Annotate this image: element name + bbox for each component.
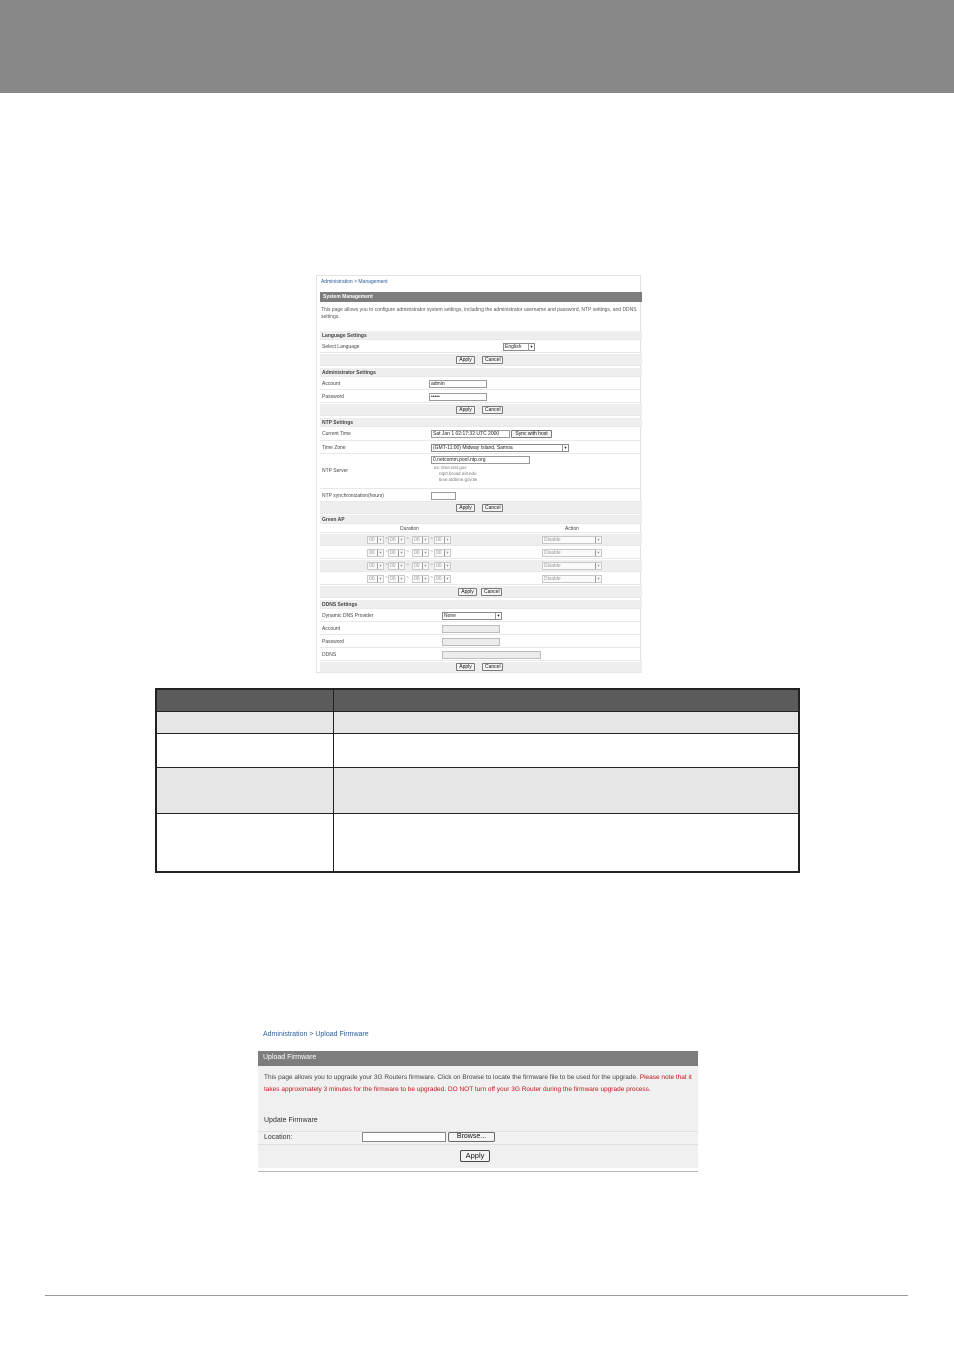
- language-settings-title: Language Settings: [322, 333, 367, 339]
- ddns-domain-input[interactable]: [442, 651, 541, 659]
- table-header-cell: [156, 689, 333, 711]
- ddns-buttons-row: [320, 662, 642, 673]
- select-language-row: [320, 341, 642, 353]
- section-header-system-management: System Management: [320, 292, 642, 302]
- ddns-apply-button[interactable]: Apply: [456, 663, 475, 671]
- chevron-down-icon: ▼: [496, 613, 501, 618]
- language-cancel-button[interactable]: Cancel: [482, 356, 503, 364]
- start-hour-select[interactable]: [367, 536, 384, 544]
- chevron-down-icon: ▼: [596, 550, 601, 555]
- start-hour-select[interactable]: [367, 562, 384, 570]
- divider: [258, 1171, 698, 1172]
- end-minute-select[interactable]: [434, 575, 451, 583]
- breadcrumb[interactable]: Administration > Management: [321, 279, 388, 285]
- ntp-settings-title: NTP Settings: [322, 420, 354, 426]
- select-language-label: Select Language: [322, 344, 360, 350]
- page-header-band: [0, 0, 954, 93]
- ddns-provider-value: None: [444, 613, 456, 619]
- firmware-warning-text: Please note that it takes approximately 3 minutes for the firmware to be upgraded. DO NOT turn off your 3G Router during the firmware upgrade process.: [264, 1074, 692, 1093]
- start-minute-value: 00: [390, 550, 396, 556]
- firmware-description-text: This page allows you to upgrade your 3G Routers firmware. Click on Browse to locate the firmware file to be used for the upgrade.: [264, 1074, 638, 1081]
- firmware-file-input[interactable]: [362, 1132, 446, 1142]
- table-cell: [156, 767, 333, 813]
- start-hour-select[interactable]: [367, 575, 384, 583]
- settings-description-table: [155, 688, 800, 873]
- admin-buttons-row: [320, 404, 642, 416]
- end-hour-select[interactable]: [412, 562, 429, 570]
- end-minute-select[interactable]: [434, 549, 451, 557]
- chevron-down-icon: ▼: [596, 576, 601, 581]
- table-row: [156, 733, 799, 767]
- ntp-server-hint-3: time.stdtime.gov.tw: [439, 477, 478, 482]
- language-buttons-row: [320, 354, 642, 366]
- start-hour-select[interactable]: [367, 549, 384, 557]
- admin-account-row: [320, 378, 642, 390]
- start-hour-value: 00: [369, 563, 375, 569]
- language-select-value: English: [505, 344, 522, 350]
- ddns-account-label: Account: [322, 626, 341, 632]
- footer-divider: [45, 1295, 908, 1296]
- duration-column-header: Duration: [400, 526, 419, 532]
- table-cell: [333, 767, 799, 813]
- end-minute-value: 00: [436, 576, 442, 582]
- end-minute-select[interactable]: [434, 536, 451, 544]
- language-apply-button[interactable]: Apply: [456, 356, 475, 364]
- ntp-apply-button[interactable]: Apply: [456, 504, 475, 512]
- breadcrumb[interactable]: Administration > Upload Firmware: [263, 1031, 369, 1038]
- current-time-row: [320, 428, 642, 441]
- ddns-password-row: [320, 636, 642, 648]
- chevron-down-icon: ▼: [596, 537, 601, 542]
- ntp-buttons-row: [320, 502, 642, 514]
- ntp-sync-hours-input[interactable]: [431, 492, 456, 500]
- end-hour-select[interactable]: [412, 575, 429, 583]
- chevron-down-icon: ▼: [445, 576, 450, 581]
- chevron-down-icon: ▼: [399, 563, 404, 568]
- green-ap-buttons-row: [320, 586, 642, 598]
- time-zone-select-value: (GMT-11:00) Midway Island, Samoa: [433, 445, 513, 451]
- green-ap-rule-row: [320, 560, 642, 572]
- green-ap-apply-button[interactable]: Apply: [458, 588, 477, 596]
- time-zone-select[interactable]: [431, 444, 569, 452]
- green-ap-rule-row: [320, 573, 642, 585]
- chevron-down-icon: ▼: [423, 550, 428, 555]
- chevron-down-icon: ▼: [529, 344, 534, 349]
- upload-firmware-screenshot: [258, 1028, 698, 1174]
- green-ap-cancel-button[interactable]: Cancel: [481, 588, 502, 596]
- time-separator: ~: [385, 575, 388, 581]
- firmware-description: [264, 1072, 692, 1096]
- administrator-settings-title: Administrator Settings: [322, 370, 376, 376]
- ntp-server-row: [320, 455, 642, 489]
- start-minute-select[interactable]: [388, 575, 405, 583]
- admin-cancel-button[interactable]: Cancel: [482, 406, 503, 414]
- ddns-settings-title: DDNS Settings: [322, 602, 358, 608]
- table-cell: [156, 733, 333, 767]
- ddns-account-row: [320, 623, 642, 635]
- admin-apply-button[interactable]: Apply: [456, 406, 475, 414]
- table-header-row: [156, 689, 799, 711]
- ntp-server-hint-1: ex: time.nist.gov: [434, 465, 467, 470]
- time-separator: ~: [385, 562, 388, 568]
- chevron-down-icon: ▼: [378, 537, 383, 542]
- start-minute-select[interactable]: [388, 549, 405, 557]
- time-separator: ~: [406, 575, 409, 581]
- action-value: Disable: [544, 576, 561, 582]
- current-time-input[interactable]: Sat Jan 1 02:17:32 UTC 2000: [431, 430, 510, 438]
- ddns-account-input[interactable]: [442, 625, 500, 633]
- time-separator: ~: [406, 562, 409, 568]
- ntp-server-hint-2: ntp0.broad.mit.edu: [439, 471, 477, 476]
- action-value: Disable: [544, 550, 561, 556]
- end-hour-value: 00: [414, 537, 420, 543]
- time-separator: ~: [430, 562, 433, 568]
- chevron-down-icon: ▼: [399, 537, 404, 542]
- green-ap-rule-row: [320, 547, 642, 559]
- chevron-down-icon: ▼: [399, 550, 404, 555]
- green-ap-title: Green AP: [322, 517, 345, 523]
- green-ap-section-row: [320, 515, 642, 524]
- language-section-row: [320, 331, 642, 340]
- action-select[interactable]: [542, 536, 602, 544]
- end-minute-value: 00: [436, 563, 442, 569]
- end-minute-value: 00: [436, 550, 442, 556]
- start-minute-value: 00: [390, 576, 396, 582]
- end-hour-value: 00: [414, 563, 420, 569]
- ddns-domain-label: DDNS: [322, 652, 337, 658]
- ddns-section-row: [320, 600, 642, 609]
- start-hour-value: 00: [369, 537, 375, 543]
- time-separator: ~: [430, 575, 433, 581]
- current-time-label: Current Time: [322, 431, 351, 437]
- end-hour-select[interactable]: [412, 549, 429, 557]
- ddns-password-label: Password: [322, 639, 344, 645]
- chevron-down-icon: ▼: [563, 445, 568, 450]
- chevron-down-icon: ▼: [378, 550, 383, 555]
- browse-button[interactable]: Browse...: [448, 1132, 495, 1142]
- ddns-password-input[interactable]: [442, 638, 500, 646]
- ddns-provider-label: Dynamic DNS Provider: [322, 613, 374, 619]
- firmware-apply-button[interactable]: Apply: [460, 1150, 490, 1162]
- time-separator: ~: [385, 549, 388, 555]
- ddns-cancel-button[interactable]: Cancel: [482, 663, 503, 671]
- chevron-down-icon: ▼: [423, 563, 428, 568]
- account-label: Account: [322, 381, 341, 387]
- time-separator: ~: [430, 549, 433, 555]
- ddns-provider-select[interactable]: [442, 612, 502, 620]
- start-hour-value: 00: [369, 550, 375, 556]
- table-row: [156, 813, 799, 872]
- admin-section-row: [320, 368, 642, 377]
- ntp-sync-hours-row: [320, 490, 642, 502]
- table-cell: [333, 711, 799, 733]
- table-cell: [333, 733, 799, 767]
- page-description: This page allows you to configure administrator system settings, including the administrator username and password, NTP settings, and DDNS settings.: [321, 307, 637, 320]
- end-minute-select[interactable]: [434, 562, 451, 570]
- chevron-down-icon: ▼: [423, 537, 428, 542]
- section-header-upload-firmware: Upload Firmware: [258, 1051, 698, 1066]
- table-cell: [156, 813, 333, 872]
- chevron-down-icon: ▼: [378, 576, 383, 581]
- ddns-domain-row: [320, 649, 642, 661]
- table-header-cell: [333, 689, 799, 711]
- start-minute-select[interactable]: [388, 536, 405, 544]
- time-separator: ~: [406, 549, 409, 555]
- table-cell: [156, 711, 333, 733]
- action-column-header: Action: [565, 526, 579, 532]
- table-row: [156, 711, 799, 733]
- time-separator: ~: [406, 536, 409, 542]
- ntp-sync-hours-label: NTP synchronization(hours): [322, 493, 384, 499]
- sync-with-host-button[interactable]: Sync with host: [511, 430, 552, 438]
- chevron-down-icon: ▼: [423, 576, 428, 581]
- password-label: Password: [322, 394, 344, 400]
- ntp-cancel-button[interactable]: Cancel: [482, 504, 503, 512]
- chevron-down-icon: ▼: [445, 563, 450, 568]
- chevron-down-icon: ▼: [445, 550, 450, 555]
- chevron-down-icon: ▼: [378, 563, 383, 568]
- chevron-down-icon: ▼: [596, 563, 601, 568]
- time-separator: ~: [430, 536, 433, 542]
- green-ap-header-row: [320, 525, 642, 533]
- ddns-provider-row: [320, 610, 642, 622]
- chevron-down-icon: ▼: [399, 576, 404, 581]
- ntp-server-input[interactable]: 0.netcomm.pool.ntp.org: [431, 456, 530, 464]
- start-minute-value: 00: [390, 537, 396, 543]
- action-value: Disable: [544, 563, 561, 569]
- time-zone-row: [320, 442, 642, 454]
- time-zone-label: Time Zone: [322, 445, 346, 451]
- start-minute-value: 00: [390, 563, 396, 569]
- table-cell: [333, 813, 799, 872]
- language-select[interactable]: [503, 343, 535, 351]
- admin-account-input[interactable]: admin: [429, 380, 487, 388]
- ntp-section-row: [320, 418, 642, 427]
- action-value: Disable: [544, 537, 561, 543]
- action-select[interactable]: [542, 549, 602, 557]
- end-hour-select[interactable]: [412, 536, 429, 544]
- admin-password-input[interactable]: •••••: [429, 393, 487, 401]
- update-firmware-label: Update Firmware: [264, 1117, 318, 1124]
- system-management-screenshot: [316, 275, 641, 673]
- start-minute-select[interactable]: [388, 562, 405, 570]
- start-hour-value: 00: [369, 576, 375, 582]
- admin-password-row: [320, 391, 642, 403]
- end-hour-value: 00: [414, 576, 420, 582]
- end-hour-value: 00: [414, 550, 420, 556]
- action-select[interactable]: [542, 575, 602, 583]
- action-select[interactable]: [542, 562, 602, 570]
- location-label: Location:: [264, 1134, 293, 1141]
- ntp-server-label: NTP Server: [322, 468, 349, 474]
- chevron-down-icon: ▼: [445, 537, 450, 542]
- end-minute-value: 00: [436, 537, 442, 543]
- table-row: [156, 767, 799, 813]
- time-separator: ~: [385, 536, 388, 542]
- green-ap-rule-row: [320, 534, 642, 546]
